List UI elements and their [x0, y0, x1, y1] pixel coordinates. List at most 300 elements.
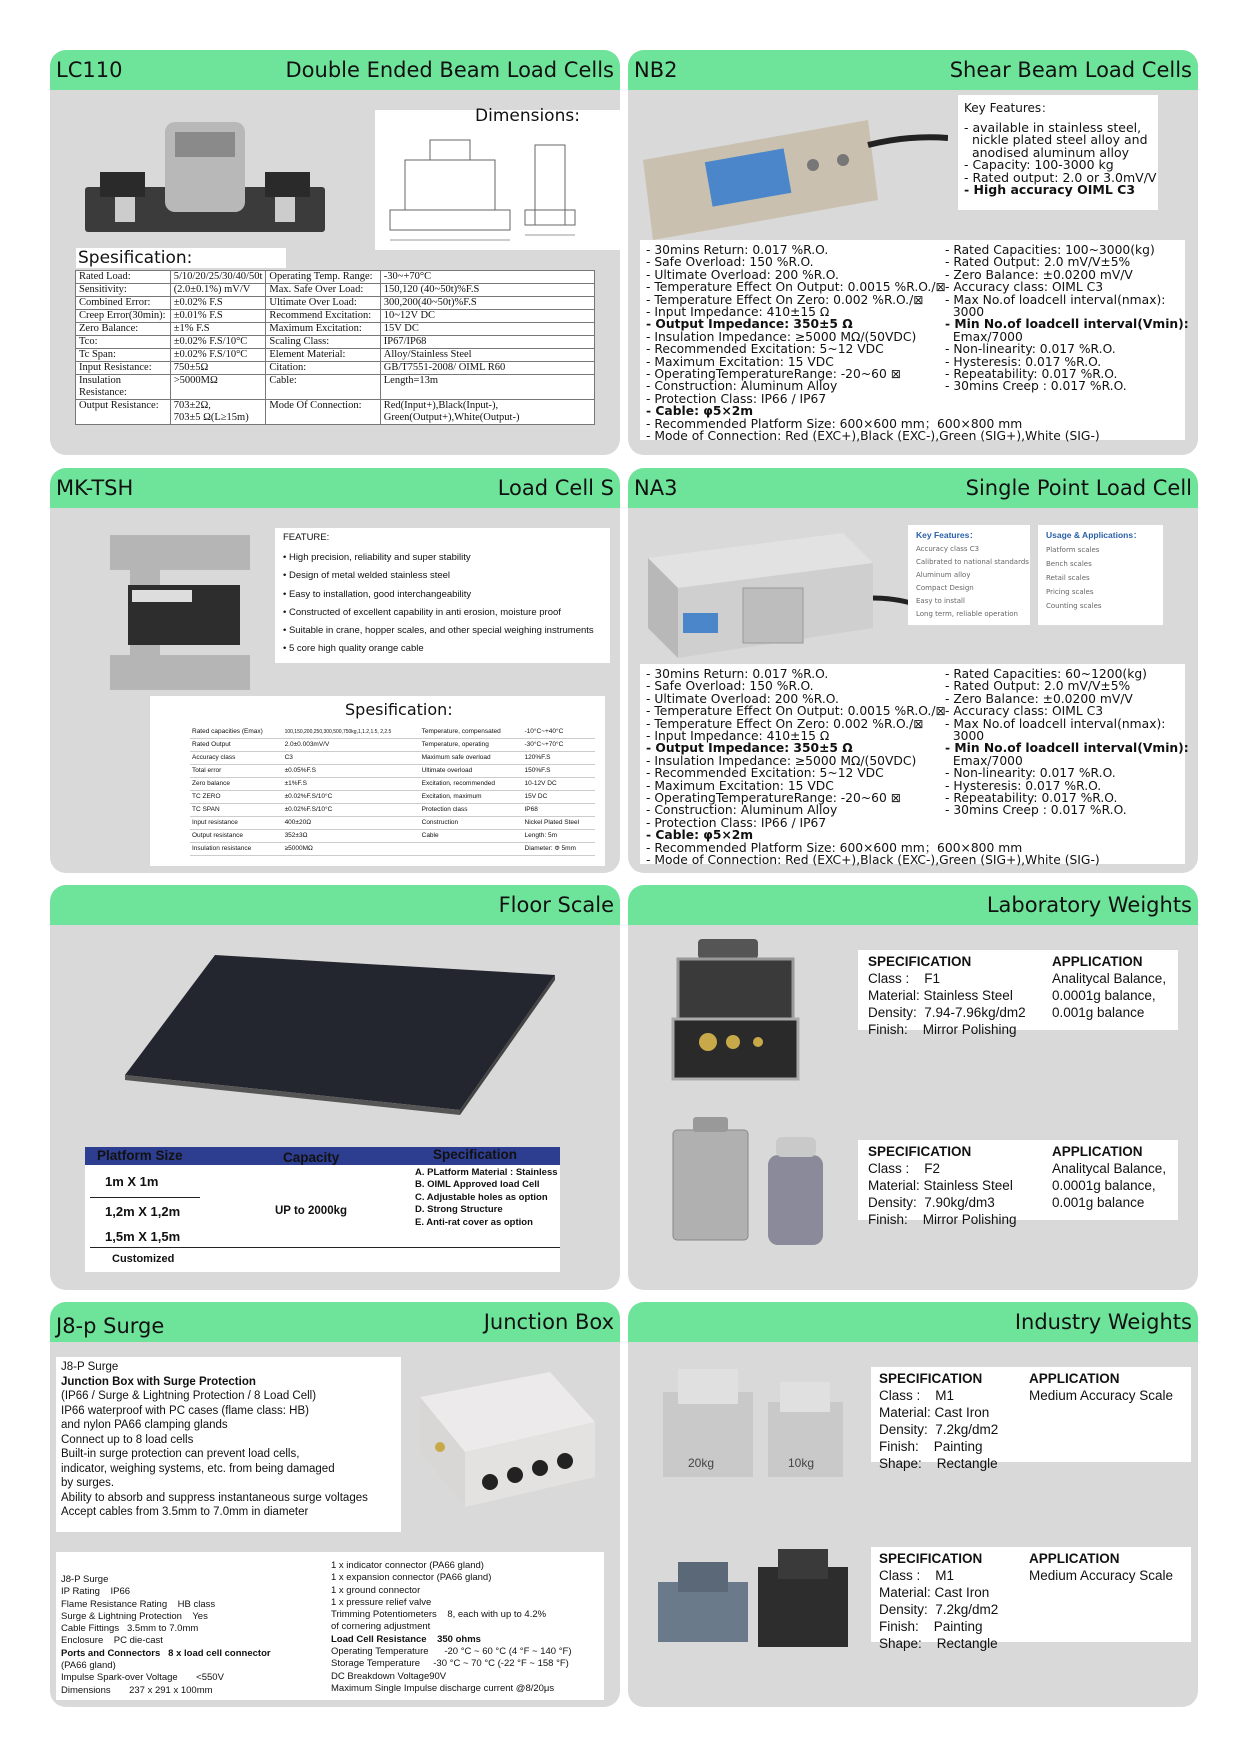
table-cell: Rated Load:: [76, 271, 171, 284]
table-row: [76, 336, 595, 349]
mk-spec-box: [150, 696, 605, 866]
list-item: - Rated Output: 2.0 mV/V±5%: [945, 255, 1131, 270]
size-3: 1,5m X 1,5m: [105, 1229, 181, 1244]
table-cell: Tc Span:: [76, 349, 171, 362]
list-item: - Insulation Impedance: ≥5000 MΩ/(50VDC): [646, 329, 917, 344]
load-cell-image: [80, 112, 330, 252]
table-cell: [420, 843, 523, 856]
list-item: - Temperature Effect On Output: 0.0015 %R.O./⊠: [646, 704, 946, 719]
table-row: [190, 830, 595, 843]
table-cell: Maximum Excitation:: [266, 323, 380, 336]
list-item: - Temperature Effect On Zero: 0.002 %R.O./⊠: [646, 292, 924, 307]
single-point-image: [643, 518, 913, 668]
panel-nb2: [628, 50, 1198, 455]
text-line: Density: 7.90kg/dm3: [868, 1195, 995, 1210]
table-cell: ±0.01% F.S: [170, 310, 266, 323]
list-item: - Recommended Excitation: 5~12 VDC: [646, 766, 884, 781]
table-row: [76, 271, 595, 284]
list-item: Aluminum alloy: [916, 571, 971, 579]
panel-na3: [628, 468, 1198, 873]
table-cell: Output Resistance:: [76, 400, 171, 425]
text-line: Red(Input+),Black(Input-),: [383, 400, 499, 411]
table-cell: Total error: [190, 765, 283, 778]
text-line: Green(Output+),White(Output-): [383, 412, 520, 423]
table-cell: (2.0±0.1%) mV/V: [170, 284, 266, 297]
table-row: [76, 375, 595, 400]
text-line: Trimming Potentiometers 8, each with up to 4.2%: [331, 1609, 547, 1621]
spec-title: Spesification:: [345, 700, 453, 719]
table-cell: Alloy/Stainless Steel: [380, 349, 594, 362]
text-line: Finish: Painting: [879, 1619, 983, 1634]
text-line: Analitycal Balance,: [1052, 971, 1167, 986]
painted-weights-image: [653, 1547, 853, 1657]
product-title: Industry Weights: [1014, 1310, 1192, 1334]
list-item: - Recommended Excitation: 5~12 VDC: [646, 342, 884, 357]
text-line: (PA66 gland): [61, 1660, 116, 1672]
table-cell: Element Material:: [266, 349, 380, 362]
list-item: - Input Impedance: 410±15 Ω: [646, 305, 830, 320]
list-item: - Rated output: 2.0 or 3.0mV/V: [964, 169, 1157, 185]
panel-header: [50, 1302, 620, 1342]
load-cell-photo: [80, 112, 330, 252]
text-line: Ability to absorb and suppress instantaneous surge voltages: [61, 1491, 368, 1504]
dimensions-drawing: [375, 130, 620, 260]
table-cell: Accuracy class: [190, 752, 283, 765]
table-row: [76, 362, 595, 375]
size-2: 1,2m X 1,2m: [105, 1204, 181, 1219]
list-item: • High precision, reliability and super stability: [283, 552, 471, 563]
dimensions-box: [375, 106, 620, 250]
text-line: Impulse Spark-over Voltage <550V: [61, 1672, 224, 1684]
text-line: Density: 7.94-7.96kg/dm2: [868, 1005, 1026, 1020]
table-cell: TC SPAN: [190, 804, 283, 817]
text-line: Accept cables from 3.5mm to 7.0mm in diameter: [61, 1506, 309, 1518]
list-item: Calibrated to national standards: [916, 558, 1029, 566]
spec-heading: SPECIFICATION: [868, 1144, 972, 1159]
table-cell: -10°C~+40°C: [523, 726, 596, 739]
na3-ua-list: [1046, 543, 1155, 613]
list-item: Easy to install: [916, 597, 965, 605]
table-cell: Length=13m: [380, 375, 594, 400]
table-cell: Combined Error:: [76, 297, 171, 310]
table-row: [76, 400, 595, 425]
table-cell: ±1%F.S: [283, 778, 420, 791]
text-line: Built-in surge protection can prevent load cells,: [61, 1448, 300, 1460]
shear-beam-image: [638, 100, 948, 245]
na3-kf-list: [916, 543, 1029, 621]
text-line: 0.001g balance: [1052, 1005, 1145, 1020]
panel-lc110: [50, 50, 620, 455]
table-cell: 300,200(40~50t)%F.S: [380, 297, 594, 310]
list-item: - OperatingTemperatureRange: -20~60 ⊠: [646, 367, 901, 382]
list-item: - Repeatability: 0.017 %R.O.: [945, 791, 1118, 806]
table-cell: 10-12V DC: [523, 778, 596, 791]
nb2-spec-list-right: [945, 244, 1189, 393]
list-item: - Insulation Impedance: ≥5000 MΩ/(50VDC): [646, 753, 917, 768]
text-line: Load Cell Resistance 350 ohms: [331, 1633, 481, 1645]
list-item: E. Anti-rat cover as option: [415, 1216, 533, 1228]
feature-list: [283, 549, 602, 659]
text-line: Maximum Single Impulse discharge current @8/20μs: [331, 1682, 555, 1694]
text-line: 0.0001g balance,: [1052, 1178, 1156, 1193]
table-cell: GB/T7551-2008/ OIML R60: [380, 362, 594, 375]
text-line: Class : M1: [879, 1568, 955, 1583]
text-line: Ports and Connectors 8 x load cell connector: [61, 1647, 271, 1659]
list-item: - Mode of Connection: Red (EXC+),Black (EXC-),Green (SIG+),White (SIG-): [646, 429, 1100, 444]
text-line: 1 x ground connector: [331, 1584, 421, 1596]
table-cell: Zero balance: [190, 778, 283, 791]
panel-header: [50, 468, 620, 508]
product-code: NB2: [634, 58, 678, 82]
list-item: - Accuracy class: OIML C3: [945, 280, 1104, 295]
na3-spec-list-right: [945, 668, 1189, 817]
list-item: - Zero Balance: ±0.0200 mV/V: [945, 691, 1133, 706]
text-line: 703±5 Ω(L≥15m): [173, 412, 249, 423]
table-cell: Diameter: Φ 5mm: [523, 843, 596, 856]
list-item: - Mode of Connection: Red (EXC+),Black (EXC-),Green (SIG+),White (SIG-): [646, 853, 1100, 868]
list-item: - Ultimate Overload: 200 %R.O.: [646, 267, 839, 282]
list-item: B. OIML Approved load Cell: [415, 1179, 540, 1191]
list-item: - available in stainless steel,: [964, 120, 1142, 135]
table-cell: ±0.02% F.S: [170, 297, 266, 310]
table-row: [190, 804, 595, 817]
list-item: - Max No.of loadcell interval(nmax):: [945, 716, 1166, 731]
table-cell: C3: [283, 752, 420, 765]
list-item: - Capacity: 100-3000 kg: [964, 157, 1114, 173]
list-item: - OperatingTemperatureRange: -20~60 ⊠: [646, 791, 901, 806]
table-cell: ±0.02% F.S/10°C: [170, 349, 266, 362]
na3-kf-title: Key Features：: [916, 530, 978, 540]
table-row: [76, 349, 595, 362]
product-title: Single Point Load Cell: [965, 476, 1192, 500]
key-features-list: [964, 120, 1157, 198]
list-item: - Non-linearity: 0.017 %R.O.: [945, 342, 1116, 357]
text-line: Cable Fittings 3.5mm to 7.0mm: [61, 1623, 199, 1635]
nb2-specs-box: [640, 240, 1189, 444]
table-row: [190, 765, 595, 778]
text-line: 0.0001g balance,: [1052, 988, 1156, 1003]
list-item: Bench scales: [1046, 560, 1092, 568]
table-cell: Ultimate overload: [420, 765, 523, 778]
floor-scale-image: [125, 945, 555, 1115]
list-item: - Hysteresis: 0.017 %R.O.: [945, 354, 1102, 369]
table-cell: Insulation Resistance:: [76, 375, 171, 400]
text-line: 1 x expansion connector (PA66 gland): [331, 1572, 492, 1584]
na3-specs-box: [640, 664, 1189, 868]
list-item: - Non-linearity: 0.017 %R.O.: [945, 766, 1116, 781]
list-item: - Recommended Platform Size: 600×600 mm；600×800 mm: [646, 416, 1023, 431]
chrome-weights-image: [658, 1367, 848, 1487]
size-4: Customized: [112, 1253, 175, 1265]
table-cell: Temperature, operating: [420, 739, 523, 752]
table-cell: ±0.02% F.S/10°C: [170, 336, 266, 349]
product-code: LC110: [56, 58, 123, 82]
panel-header: [628, 1302, 1198, 1342]
table-cell: Cable:: [266, 375, 380, 400]
panel-header: [628, 468, 1198, 508]
list-item: Pricing scales: [1046, 588, 1094, 596]
list-item: Accuracy class C3: [916, 545, 980, 553]
table-cell: Cable: [420, 830, 523, 843]
table-row: [76, 323, 595, 336]
text-line: IP66 waterproof with PC cases (flame class: HB): [61, 1404, 309, 1417]
table-cell: ±0.05%F.S: [283, 765, 420, 778]
panel-mktsh: [50, 468, 620, 873]
feature-box: [275, 528, 610, 663]
text-line: 703±2Ω,: [173, 400, 211, 411]
list-item: - Cable: φ5×2m: [646, 404, 754, 419]
key-features-title: Key Features：: [964, 101, 1054, 115]
weight-label-20kg: 20kg: [688, 1456, 715, 1470]
ind-spec-a: [871, 1367, 1191, 1471]
text-line: Finish: Mirror Polishing: [868, 1212, 1017, 1227]
table-cell: 120%F.S: [523, 752, 596, 765]
text-line: (IP66 / Surge & Lightning Protection / 8 Load Cell): [61, 1390, 317, 1402]
app-heading: APPLICATION: [1029, 1371, 1120, 1386]
table-cell: 2.0±0.003mV/V: [283, 739, 420, 752]
text-line: Operating Temperature -20 °C ~ 60 °C (4 °F ~ 140 °F): [331, 1646, 572, 1658]
header-platform-size: Platform Size: [97, 1148, 183, 1163]
table-cell: 5/10/20/25/30/40/50t: [170, 271, 266, 284]
product-title: Laboratory Weights: [986, 893, 1192, 917]
list-item: Compact Design: [916, 584, 974, 592]
mk-spec-table: [190, 726, 595, 856]
text-line: IP Rating IP66: [61, 1586, 131, 1598]
table-cell: 15V DC: [523, 791, 596, 804]
list-item: - Output Impedance: 350±5 Ω: [646, 741, 853, 756]
text-line: Material: Stainless Steel: [868, 988, 1013, 1003]
list-item: Retail scales: [1046, 574, 1090, 582]
row-divider: [90, 1247, 560, 1248]
spec-heading: SPECIFICATION: [879, 1371, 983, 1386]
list-item: - 30mins Creep : 0.017 %R.O.: [945, 379, 1127, 394]
text-line: Analitycal Balance,: [1052, 1161, 1167, 1176]
weight-box-image: [668, 1115, 838, 1255]
text-line: Storage Temperature -30 °C ~ 70 °C (-22 °F ~ 158 °F): [331, 1658, 569, 1670]
table-cell: 750±5Ω: [170, 362, 266, 375]
text-line: Finish: Painting: [879, 1439, 983, 1454]
text-line: Shape: Rectangle: [879, 1456, 998, 1471]
text-line: Class : M1: [879, 1388, 955, 1403]
text-line: Material: Cast Iron: [879, 1585, 990, 1600]
table-cell: IP68: [523, 804, 596, 817]
product-code: NA3: [634, 476, 678, 500]
list-item: - Construction: Aluminum Alloy: [646, 803, 838, 818]
table-cell: 352±3Ω: [283, 830, 420, 843]
table-cell: >5000MΩ: [170, 375, 266, 400]
table-cell: Citation:: [266, 362, 380, 375]
product-title: Junction Box: [483, 1310, 614, 1334]
row-divider: [90, 1197, 200, 1198]
table-row: [190, 817, 595, 830]
table-cell: Mode Of Connection:: [266, 400, 380, 425]
table-row: [190, 752, 595, 765]
panel-header: [628, 50, 1198, 90]
spec-heading: SPECIFICATION: [868, 954, 972, 969]
list-item: - 30mins Return: 0.017 %R.O.: [646, 667, 829, 681]
text-line: 1 x indicator connector (PA66 gland): [331, 1560, 484, 1571]
table-cell: 15V DC: [380, 323, 594, 336]
ind-spec-b: [871, 1547, 1191, 1651]
table-cell: Tco:: [76, 336, 171, 349]
na3-usage: [1038, 525, 1163, 625]
text-line: Shape: Rectangle: [879, 1636, 998, 1651]
table-row: [76, 284, 595, 297]
table-cell: Nickel Plated Steel: [523, 817, 596, 830]
list-item: C. Adjustable holes as option: [415, 1191, 548, 1203]
text-line: Density: 7.2kg/dm2: [879, 1422, 999, 1437]
table-cell: 10~12V DC: [380, 310, 594, 323]
table-cell: Input Resistance:: [76, 362, 171, 375]
panel-header: [50, 50, 620, 90]
list-item: Emax/7000: [945, 753, 1023, 768]
s-load-cell-image: [100, 530, 270, 695]
list-item: 3000: [945, 729, 985, 744]
text-line: Enclosure PC die-cast: [61, 1635, 163, 1647]
list-item: - Max No.of loadcell interval(nmax):: [945, 292, 1166, 307]
text-line: Medium Accuracy Scale: [1029, 1568, 1174, 1583]
table-cell: Rated Output: [190, 739, 283, 752]
list-item: - Maximum Excitation: 15 VDC: [646, 778, 834, 793]
text-line: DC Breakdown Voltage90V: [331, 1670, 447, 1682]
list-item: - Safe Overload: 150 %R.O.: [646, 679, 814, 694]
text-line: J8-P Surge: [61, 1574, 109, 1585]
app-lines: [1052, 1160, 1166, 1211]
table-row: [190, 843, 595, 856]
table-cell: TC ZERO: [190, 791, 283, 804]
app-lines: [1029, 1567, 1173, 1584]
table-cell: Sensitivity:: [76, 284, 171, 297]
app-heading: APPLICATION: [1029, 1551, 1120, 1566]
panel-j8: [50, 1302, 620, 1707]
table-cell: 100,150,200,250,300,500,750kg,1,1.2,1.5, 2,2.5: [283, 726, 420, 739]
list-item: - Safe Overload: 150 %R.O.: [646, 255, 814, 270]
header-capacity: Capacity: [283, 1150, 340, 1165]
list-item: - Temperature Effect On Output: 0.0015 %R.O./⊠: [646, 280, 946, 295]
table-cell: Construction: [420, 817, 523, 830]
table-cell: Operating Temp. Range:: [266, 271, 380, 284]
single-point-photo: [643, 518, 913, 668]
table-cell: Rated capacities (Emax): [190, 726, 283, 739]
product-title: Shear Beam Load Cells: [949, 58, 1192, 82]
list-item: - Rated Capacities: 100~3000(kg): [945, 243, 1155, 257]
j8-description: [56, 1357, 401, 1532]
weights-case-image: [668, 937, 803, 1087]
junction-box-image: [410, 1367, 600, 1512]
list-item: - Zero Balance: ±0.0200 mV/V: [945, 267, 1133, 282]
junction-box-photo: [410, 1367, 600, 1512]
table-cell: Excitation, recommended: [420, 778, 523, 791]
table-cell: Length: 5m: [523, 830, 596, 843]
text-line: by surges.: [61, 1477, 115, 1489]
product-title: Double Ended Beam Load Cells: [285, 58, 614, 82]
text-line: Density: 7.2kg/dm2: [879, 1602, 999, 1617]
table-cell: Maximum safe overload: [420, 752, 523, 765]
header-specification: Specification: [433, 1147, 518, 1162]
j8-spec-right: [331, 1560, 572, 1695]
table-cell: ≥5000MΩ: [283, 843, 420, 856]
app-heading: APPLICATION: [1052, 954, 1143, 969]
key-features-box: [958, 95, 1158, 210]
table-cell: 150,120 (40~50t)%F.S: [380, 284, 594, 297]
table-cell: ±0.02%F.S/10°C: [283, 791, 420, 804]
list-item: - Ultimate Overload: 200 %R.O.: [646, 691, 839, 706]
panel-header: [50, 885, 620, 925]
spec-title: Spesification:: [76, 248, 286, 268]
table-row: [76, 297, 595, 310]
list-item: - Output Impedance: 350±5 Ω: [646, 317, 853, 332]
text-line: indicator, weighing systems, etc. from being damaged: [61, 1462, 335, 1475]
table-cell: Output resistance: [190, 830, 283, 843]
list-item: Emax/7000: [945, 329, 1023, 344]
list-item: - Maximum Excitation: 15 VDC: [646, 354, 834, 369]
list-item: - Min No.of loadcell interval(Vmin):: [945, 741, 1189, 756]
product-code: J8-p Surge: [56, 1314, 165, 1338]
list-item: - Repeatability: 0.017 %R.O.: [945, 367, 1118, 382]
list-item: • Design of metal welded stainless steel: [283, 570, 451, 582]
dimensions-title: Dimensions:: [475, 106, 580, 126]
app-lines: [1052, 970, 1166, 1021]
list-item: - Rated Capacities: 60~1200(kg): [945, 667, 1147, 681]
text-line: Dimensions 237 x 291 x 100mm: [61, 1684, 213, 1696]
list-item: - Protection Class: IP66 / IP67: [646, 391, 827, 406]
lab-spec-a: [858, 950, 1178, 1037]
product-code: MK-TSH: [56, 476, 134, 500]
text-line: and nylon PA66 clamping glands: [61, 1419, 228, 1431]
na3-ua-title: Usage & Applications：: [1046, 530, 1142, 540]
capacity-value: UP to 2000kg: [275, 1205, 348, 1217]
table-cell: ±0.02%F.S/10°C: [283, 804, 420, 817]
list-item: - Protection Class: IP66 / IP67: [646, 815, 827, 830]
text-line: of cornering adjustment: [331, 1621, 431, 1633]
spec-heading: SPECIFICATION: [879, 1551, 983, 1566]
weight-label-10kg: 10kg: [788, 1456, 815, 1470]
text-line: Flame Resistance Rating HB class: [61, 1598, 216, 1610]
text-line: Class : F2: [868, 1161, 941, 1176]
lab-spec-b: [858, 1140, 1178, 1227]
table-row: [190, 778, 595, 791]
table-row: [190, 739, 595, 752]
list-item: - Accuracy class: OIML C3: [945, 704, 1104, 719]
list-item: - Construction: Aluminum Alloy: [646, 379, 838, 394]
list-item: 3000: [945, 305, 985, 320]
table-cell: 400±20Ω: [283, 817, 420, 830]
list-item: - High accuracy OIML C3: [964, 182, 1136, 198]
list-item: nickle plated steel alloy and: [964, 132, 1148, 148]
text-line: J8-P Surge: [61, 1361, 119, 1373]
text-line: Material: Stainless Steel: [868, 1178, 1013, 1193]
s-load-cell-photo: [100, 530, 270, 695]
table-cell: -30~+70°C: [380, 271, 594, 284]
table-cell: ±1% F.S: [170, 323, 266, 336]
panel-floor-scale: [50, 885, 620, 1290]
list-item: - 30mins Creep : 0.017 %R.O.: [945, 803, 1127, 818]
table-cell: Ultimate Over Load:: [266, 297, 380, 310]
list-item: - Temperature Effect On Zero: 0.002 %R.O./⊠: [646, 716, 924, 731]
text-line: Class : F1: [868, 971, 941, 986]
text-line: 0.001g balance: [1052, 1195, 1145, 1210]
text-line: Surge & Lightning Protection Yes: [61, 1610, 208, 1622]
text-line: Material: Cast Iron: [879, 1405, 990, 1420]
table-cell: Insulation resistance: [190, 843, 283, 856]
panel-header: [628, 885, 1198, 925]
table-cell: [170, 400, 266, 425]
table-cell: Scaling Class:: [266, 336, 380, 349]
list-item: Long term, reliable operation: [916, 610, 1018, 618]
industry-weights-photo-a: [658, 1367, 848, 1487]
table-cell: Protection class: [420, 804, 523, 817]
text-line: 1 x pressure relief valve: [331, 1596, 432, 1608]
